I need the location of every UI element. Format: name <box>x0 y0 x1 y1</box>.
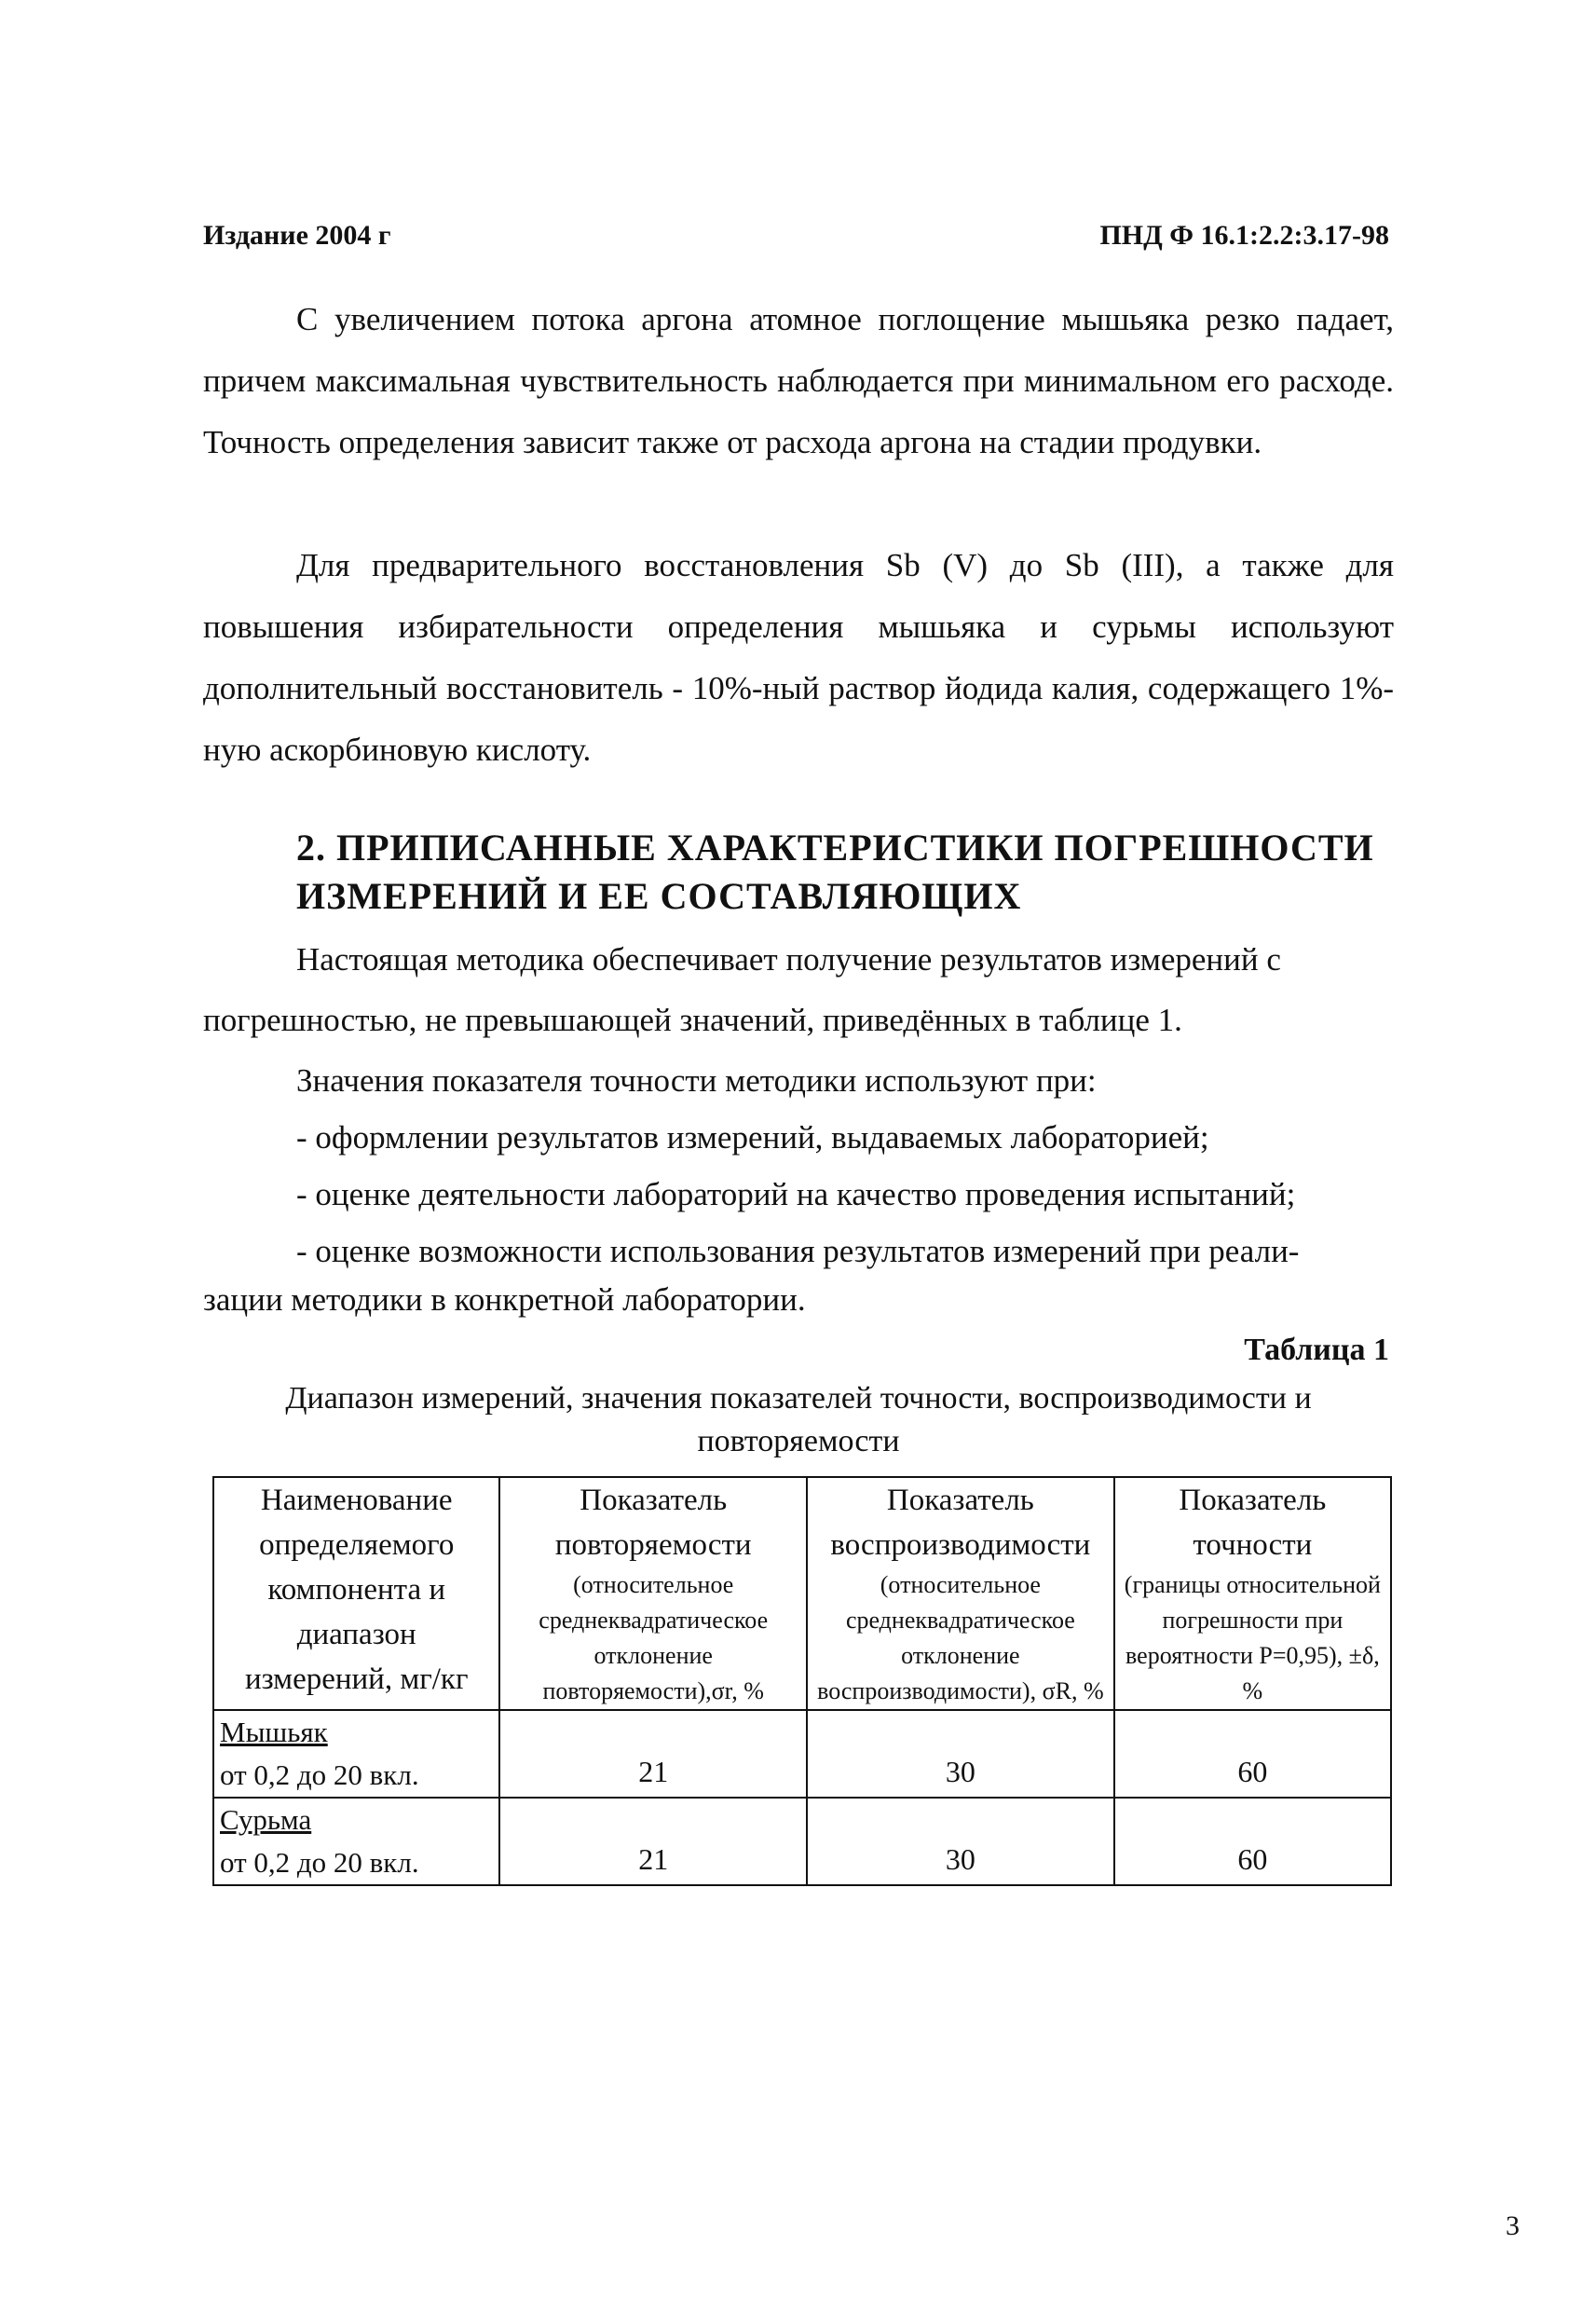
section-heading-line2: ИЗМЕРЕНИЙ И ЕЕ СОСТАВЛЯЮЩИХ <box>296 875 1022 917</box>
usage-item-1: - оформлении результатов измерений, выдаваемых лабораторией; <box>296 1119 1209 1156</box>
document-code: ПНД Ф 16.1:2.2:3.17-98 <box>1099 220 1389 251</box>
table-row <box>213 1710 1391 1798</box>
header-reproducibility-label: Показатель воспроизводимости <box>830 1484 1091 1562</box>
usage-intro: Значения показателя точности методики используют при: <box>296 1062 1097 1099</box>
table-title-line1: Диапазон измерений, значения показателей точности, воспроизводимости и <box>285 1381 1312 1416</box>
header-component-label: Наименование определяемого компонента и диапазон измерений, мг/кг <box>244 1484 469 1696</box>
component-name: Мышьяк <box>220 1716 328 1748</box>
table-title <box>203 1377 1394 1463</box>
header-reproducibility <box>807 1477 1114 1710</box>
component-range: от 0,2 до 20 вкл. <box>220 1758 419 1791</box>
table-row <box>213 1798 1391 1885</box>
reproducibility-value: 30 <box>807 1710 1114 1798</box>
header-repeatability-note: (относительное среднеквадратическое отклонение повторяемости),σr, % <box>539 1571 769 1704</box>
header-repeatability <box>499 1477 807 1710</box>
header-accuracy-note: (границы относительной погрешности при вероятности Р=0,95), ±δ, % <box>1124 1571 1381 1704</box>
intro-line1: Настоящая методика обеспечивает получение результатов измерений с <box>296 941 1281 978</box>
header-accuracy <box>1114 1477 1391 1710</box>
usage-item-3-line2: зации методики в конкретной лаборатории. <box>203 1281 806 1318</box>
section-heading-line1: 2. ПРИПИСАННЫЕ ХАРАКТЕРИСТИКИ ПОГРЕШНОСТИ <box>296 827 1374 869</box>
component-name: Сурьма <box>220 1803 312 1836</box>
usage-item-2: - оценке деятельности лабораторий на качество проведения испытаний; <box>296 1176 1296 1212</box>
section-heading <box>296 824 1396 921</box>
intro-line2: погрешностью, не превышающей значений, приведённых в таблице 1. <box>203 1002 1182 1038</box>
header-component <box>213 1477 499 1710</box>
paragraph-reductant: Для предварительного восстановления Sb (V) до Sb (III), а также для повышения избирательности определения мышьяка и сурьмы используют дополнительный восстановитель - 10%-ный раствор йодида калия, содержащего 1%-ную аскорбиновую кислоту. <box>203 547 1394 768</box>
component-range: от 0,2 до 20 вкл. <box>220 1846 419 1879</box>
paragraph-argon-flow: С увеличением потока аргона атомное поглощение мышьяка резко падает, причем максимальная чувствительность наблюдается при минимальном его расходе. Точность определения зависит также от расхода аргона на стадии продувки. <box>203 301 1394 460</box>
component-cell <box>213 1798 499 1885</box>
table-caption: Таблица 1 <box>1244 1333 1389 1367</box>
page-number: 3 <box>1506 2210 1520 2241</box>
header-reproducibility-note: (относительное среднеквадратическое отклонение воспроизводимости), σR, % <box>817 1571 1104 1704</box>
edition-label: Издание 2004 г <box>203 220 391 251</box>
accuracy-table <box>212 1476 1392 1886</box>
accuracy-value: 60 <box>1114 1710 1391 1798</box>
table-title-line2: повторяемости <box>697 1424 900 1458</box>
header-repeatability-label: Показатель повторяемости <box>554 1484 752 1562</box>
repeatability-value: 21 <box>499 1798 807 1885</box>
usage-item-3-line1: - оценке возможности использования результатов измерений при реали- <box>296 1233 1300 1269</box>
component-cell <box>213 1710 499 1798</box>
header-accuracy-label: Показатель точности <box>1179 1484 1327 1562</box>
table-header-row <box>213 1477 1391 1710</box>
accuracy-value: 60 <box>1114 1798 1391 1885</box>
repeatability-value: 21 <box>499 1710 807 1798</box>
reproducibility-value: 30 <box>807 1798 1114 1885</box>
